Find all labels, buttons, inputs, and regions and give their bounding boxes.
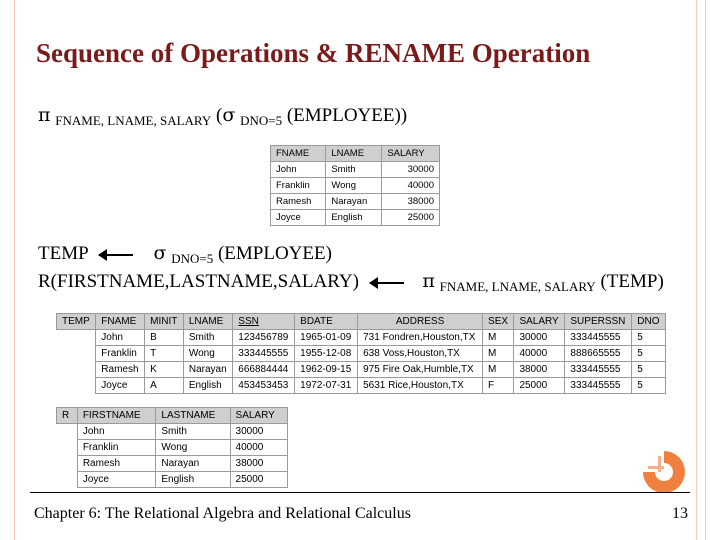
table-cell: 5 xyxy=(632,362,666,378)
row-spacer xyxy=(57,440,78,456)
table-cell: 40000 xyxy=(230,440,287,456)
page-number: 13 xyxy=(672,505,688,522)
table-cell: 25000 xyxy=(230,472,287,488)
table-cell: 25000 xyxy=(382,210,440,226)
table-cell: 5 xyxy=(632,330,666,346)
table-cell: Smith xyxy=(156,424,230,440)
column-header: SALARY xyxy=(230,408,287,424)
temp-label: TEMP xyxy=(38,243,88,264)
table-row xyxy=(271,162,440,178)
column-header: MINIT xyxy=(145,314,184,330)
table-cell: 975 Fire Oak,Humble,TX xyxy=(358,362,483,378)
table-cell: 30000 xyxy=(514,330,565,346)
table-cell: 333445555 xyxy=(565,378,632,394)
table-cell: K xyxy=(145,362,184,378)
formula-project-select xyxy=(38,104,407,127)
table-cell: 5631 Rice,Houston,TX xyxy=(358,378,483,394)
table-cell: English xyxy=(326,210,382,226)
table-cell: Ramesh xyxy=(271,194,326,210)
pi-symbol: π xyxy=(422,270,435,292)
formula-temp-assignment xyxy=(38,242,332,265)
table-cell: 40000 xyxy=(382,178,440,194)
table-cell: A xyxy=(145,378,184,394)
table-row xyxy=(57,378,666,394)
formula-rest: (EMPLOYEE)) xyxy=(286,105,408,126)
table-row xyxy=(57,456,288,472)
table-cell: 40000 xyxy=(514,346,565,362)
column-header: FIRSTNAME xyxy=(77,408,156,424)
table-cell: Franklin xyxy=(271,178,326,194)
table-cell: Ramesh xyxy=(96,362,145,378)
table-cell: 333445555 xyxy=(565,362,632,378)
footer-chapter-title: Chapter 6: The Relational Algebra and Relational Calculus xyxy=(34,505,411,522)
table-cell: 638 Voss,Houston,TX xyxy=(358,346,483,362)
column-header: SALARY xyxy=(382,146,440,162)
table-header-row xyxy=(271,146,440,162)
table-cell: 123456789 xyxy=(233,330,295,346)
column-header: LNAME xyxy=(326,146,382,162)
table-cell: Narayan xyxy=(156,456,230,472)
table-cell: 38000 xyxy=(514,362,565,378)
table-cell: M xyxy=(483,346,514,362)
column-header: FNAME xyxy=(96,314,145,330)
table-cell: Wong xyxy=(326,178,382,194)
column-header: LASTNAME xyxy=(156,408,230,424)
frame-line-left xyxy=(14,0,15,540)
table-cell: M xyxy=(483,362,514,378)
table-cell: 30000 xyxy=(230,424,287,440)
slide-title: Sequence of Operations & RENAME Operation xyxy=(36,38,591,68)
table-row xyxy=(57,472,288,488)
pi-subscript: FNAME, LNAME, SALARY xyxy=(55,113,212,128)
table-row xyxy=(57,362,666,378)
table-cell: John xyxy=(96,330,145,346)
table-cell: 333445555 xyxy=(233,346,295,362)
column-header: LNAME xyxy=(183,314,232,330)
table-cell: 1955-12-08 xyxy=(295,346,358,362)
rename-lhs: R(FIRSTNAME,LASTNAME,SALARY) xyxy=(38,271,359,292)
table-cell: Smith xyxy=(183,330,232,346)
table-cell: Narayan xyxy=(326,194,382,210)
frame-line-right-1 xyxy=(696,0,697,540)
table-cell: Joyce xyxy=(271,210,326,226)
table-cell: 5 xyxy=(632,378,666,394)
assignment-arrow-icon xyxy=(370,282,404,284)
table-cell: 1965-01-09 xyxy=(295,330,358,346)
table-cell: 30000 xyxy=(382,162,440,178)
table-cell: T xyxy=(145,346,184,362)
sigma-subscript: DNO=5 xyxy=(240,113,283,128)
row-spacer xyxy=(57,456,78,472)
table-cell: B xyxy=(145,330,184,346)
table-cell: 38000 xyxy=(382,194,440,210)
table-cell: 5 xyxy=(632,346,666,362)
table-cell: 666884444 xyxy=(233,362,295,378)
table-cell: Smith xyxy=(326,162,382,178)
column-header: BDATE xyxy=(295,314,358,330)
table-header-row xyxy=(57,314,666,330)
row-spacer xyxy=(57,378,96,394)
pi-subscript: FNAME, LNAME, SALARY xyxy=(439,279,596,294)
table-row xyxy=(271,194,440,210)
column-header: SUPERSSN xyxy=(565,314,632,330)
temp-relation-table xyxy=(56,313,666,394)
decorative-circle-icon xyxy=(642,450,686,494)
footer-divider xyxy=(30,492,690,493)
row-spacer xyxy=(57,362,96,378)
table-header-row xyxy=(57,408,288,424)
table-row xyxy=(57,346,666,362)
table-cell: Ramesh xyxy=(77,456,156,472)
formula-rest: (TEMP) xyxy=(600,271,664,292)
relation-name: R xyxy=(57,408,78,424)
table-cell: Franklin xyxy=(77,440,156,456)
column-header: FNAME xyxy=(271,146,326,162)
renamed-relation-table xyxy=(56,407,288,488)
relation-name: TEMP xyxy=(57,314,96,330)
formula-rename-assignment xyxy=(38,270,664,293)
sigma-symbol: σ xyxy=(222,104,236,126)
table-cell: Joyce xyxy=(96,378,145,394)
frame-line-right-2 xyxy=(705,0,706,540)
table-cell: Wong xyxy=(156,440,230,456)
table-cell: 38000 xyxy=(230,456,287,472)
table-cell: English xyxy=(156,472,230,488)
table-cell: 731 Fondren,Houston,TX xyxy=(358,330,483,346)
formula-rest: (EMPLOYEE) xyxy=(217,243,332,264)
table-cell: 453453453 xyxy=(233,378,295,394)
assignment-arrow-icon xyxy=(99,254,133,256)
table-cell: F xyxy=(483,378,514,394)
table-cell: John xyxy=(77,424,156,440)
table-row xyxy=(271,210,440,226)
table-cell: English xyxy=(183,378,232,394)
table-cell: 1962-09-15 xyxy=(295,362,358,378)
pi-symbol: π xyxy=(38,104,51,126)
column-header: SSN xyxy=(233,314,295,330)
sigma-symbol: σ xyxy=(153,242,167,264)
sigma-subscript: DNO=5 xyxy=(171,251,214,266)
table-cell: John xyxy=(271,162,326,178)
table-row xyxy=(57,424,288,440)
column-header: DNO xyxy=(632,314,666,330)
table-cell: 1972-07-31 xyxy=(295,378,358,394)
row-spacer xyxy=(57,330,96,346)
row-spacer xyxy=(57,346,96,362)
column-header: SALARY xyxy=(514,314,565,330)
row-spacer xyxy=(57,472,78,488)
table-cell: 333445555 xyxy=(565,330,632,346)
table-cell: 25000 xyxy=(514,378,565,394)
table-cell: Joyce xyxy=(77,472,156,488)
column-header: ADDRESS xyxy=(358,314,483,330)
open-paren: ( xyxy=(216,105,223,126)
table-cell: Narayan xyxy=(183,362,232,378)
table-cell: M xyxy=(483,330,514,346)
table-cell: Franklin xyxy=(96,346,145,362)
row-spacer xyxy=(57,424,78,440)
result-table-projection xyxy=(270,145,440,226)
table-row xyxy=(271,178,440,194)
table-cell: Wong xyxy=(183,346,232,362)
column-header: SEX xyxy=(483,314,514,330)
table-row xyxy=(57,440,288,456)
table-cell: 888665555 xyxy=(565,346,632,362)
table-row xyxy=(57,330,666,346)
